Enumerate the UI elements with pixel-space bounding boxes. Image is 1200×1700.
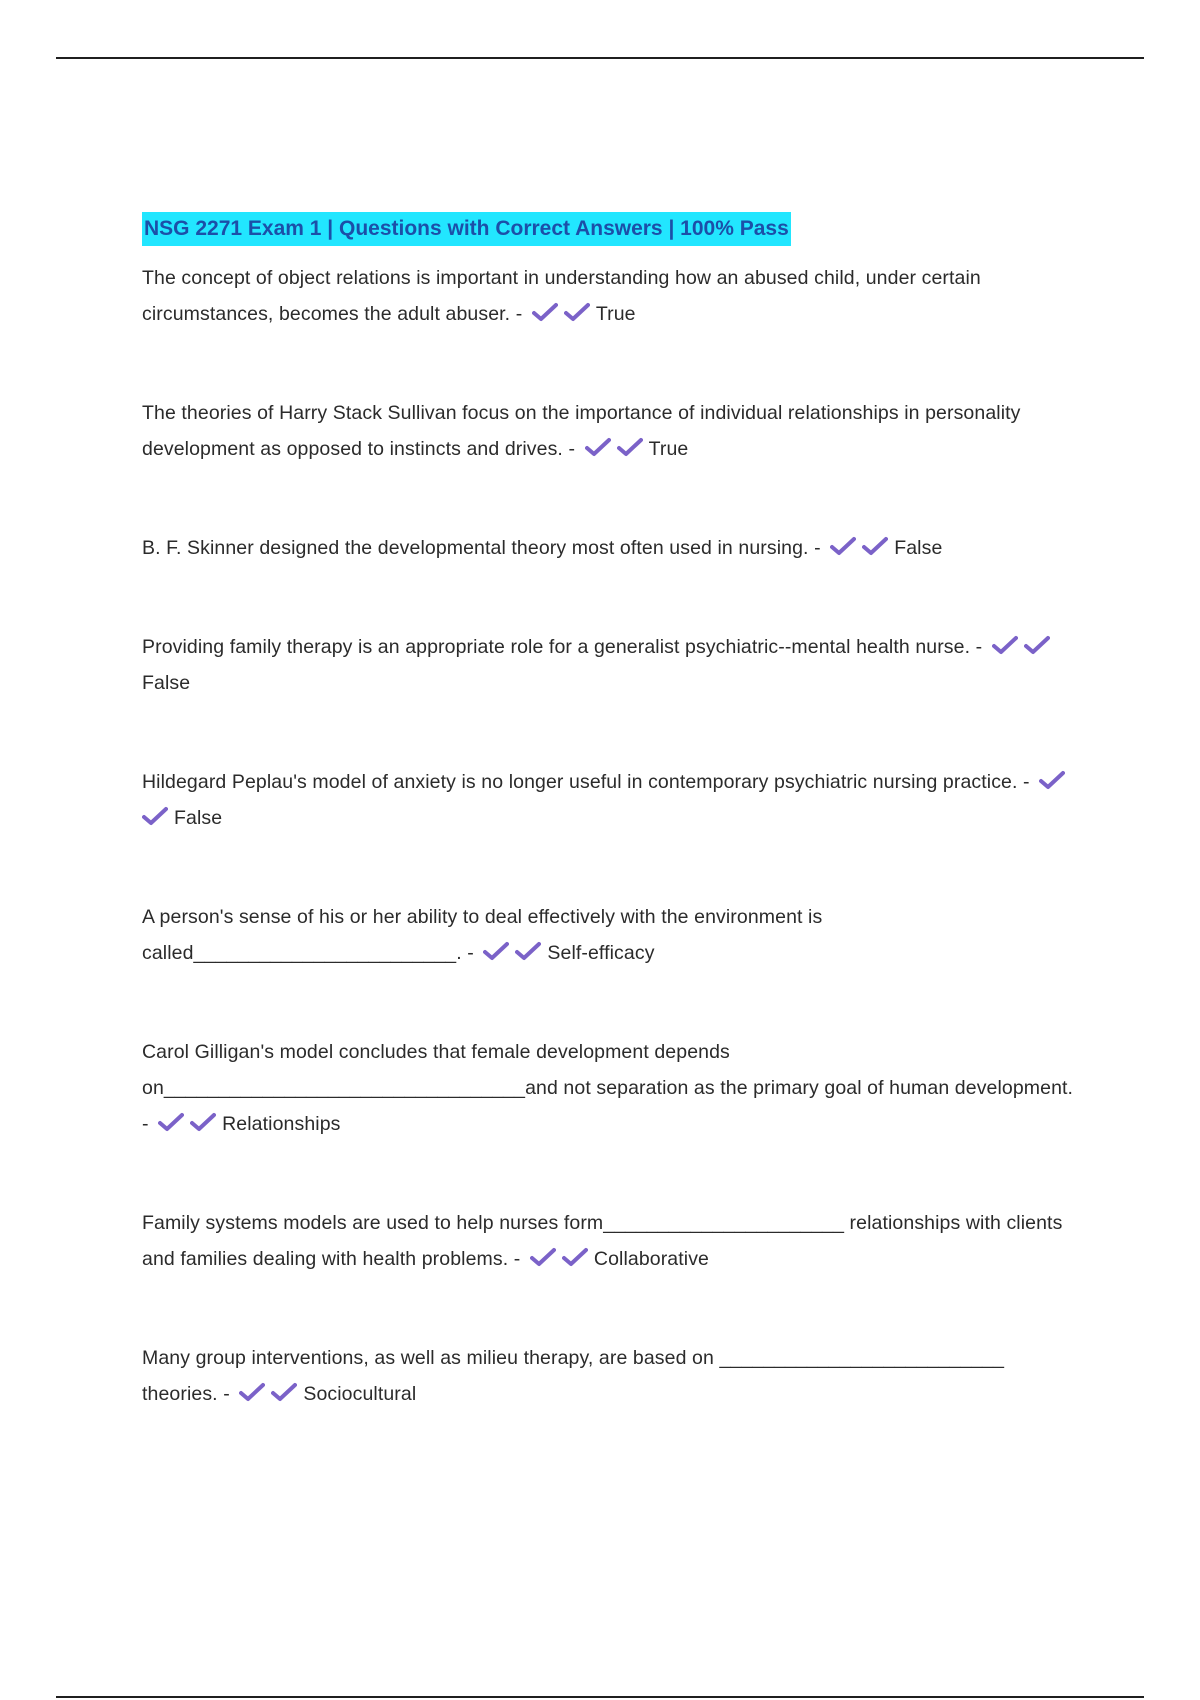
qa-item (142, 395, 1082, 467)
question-text: Hildegard Peplau's model of anxiety is no longer useful in contemporary psychiatric nursing practice. - (142, 771, 1030, 793)
answer-text: True (595, 303, 636, 325)
qa-item (142, 1340, 1082, 1412)
answer-text: True (648, 438, 689, 460)
checkmark-icon (564, 302, 592, 324)
answer-text: False (174, 807, 223, 829)
qa-list (142, 260, 1082, 1412)
qa-item (142, 764, 1082, 836)
qa-item (142, 899, 1082, 971)
answer-text: Relationships (222, 1113, 341, 1135)
question-text: The concept of object relations is important in understanding how an abused child, under certain circumstances, becomes the adult abuser. - (142, 267, 981, 325)
document-title: NSG 2271 Exam 1 | Questions with Correct Answers | 100% Pass (142, 212, 791, 246)
header-rule (56, 57, 1144, 59)
qa-item (142, 1205, 1082, 1277)
checkmark-icon (617, 437, 645, 459)
checkmark-icon (530, 1247, 558, 1269)
checkmark-icon (190, 1112, 218, 1134)
checkmark-icon (532, 302, 560, 324)
checkmark-icon (158, 1112, 186, 1134)
qa-item (142, 629, 1082, 701)
question-text: Many group interventions, as well as milieu therapy, are based on __________________________ theories. - (142, 1347, 1005, 1405)
answer-text: Self-efficacy (547, 942, 655, 964)
question-text: Carol Gilligan's model concludes that female development depends on_________________________________and not separation as the primary goal of human development. - (142, 1041, 1074, 1135)
document-body (142, 212, 1082, 1412)
checkmark-icon (239, 1382, 267, 1404)
qa-item (142, 1034, 1082, 1142)
question-text: Family systems models are used to help nurses form______________________ relationships with clients and families dealing with health problems. - (142, 1212, 1063, 1270)
answer-text: False (894, 537, 943, 559)
checkmark-icon (862, 536, 890, 558)
qa-item (142, 260, 1082, 332)
checkmark-icon (562, 1247, 590, 1269)
qa-item (142, 530, 1082, 566)
checkmark-icon (271, 1382, 299, 1404)
question-text: B. F. Skinner designed the developmental theory most often used in nursing. - (142, 537, 821, 559)
checkmark-icon (483, 941, 511, 963)
checkmark-icon (1024, 635, 1052, 657)
question-text: Providing family therapy is an appropriate role for a generalist psychiatric--mental health nurse. - (142, 636, 983, 658)
checkmark-icon (992, 635, 1020, 657)
checkmark-icon (142, 806, 170, 828)
question-text: The theories of Harry Stack Sullivan focus on the importance of individual relationships in personality development as opposed to instincts and drives. - (142, 402, 1021, 460)
checkmark-icon (830, 536, 858, 558)
question-text: A person's sense of his or her ability to deal effectively with the environment is called________________________. - (142, 906, 823, 964)
answer-text: Sociocultural (303, 1383, 417, 1405)
footer-rule (56, 1696, 1144, 1698)
answer-text: False (142, 672, 191, 694)
answer-text: Collaborative (593, 1248, 710, 1270)
checkmark-icon (515, 941, 543, 963)
checkmark-icon (1039, 770, 1067, 792)
checkmark-icon (585, 437, 613, 459)
